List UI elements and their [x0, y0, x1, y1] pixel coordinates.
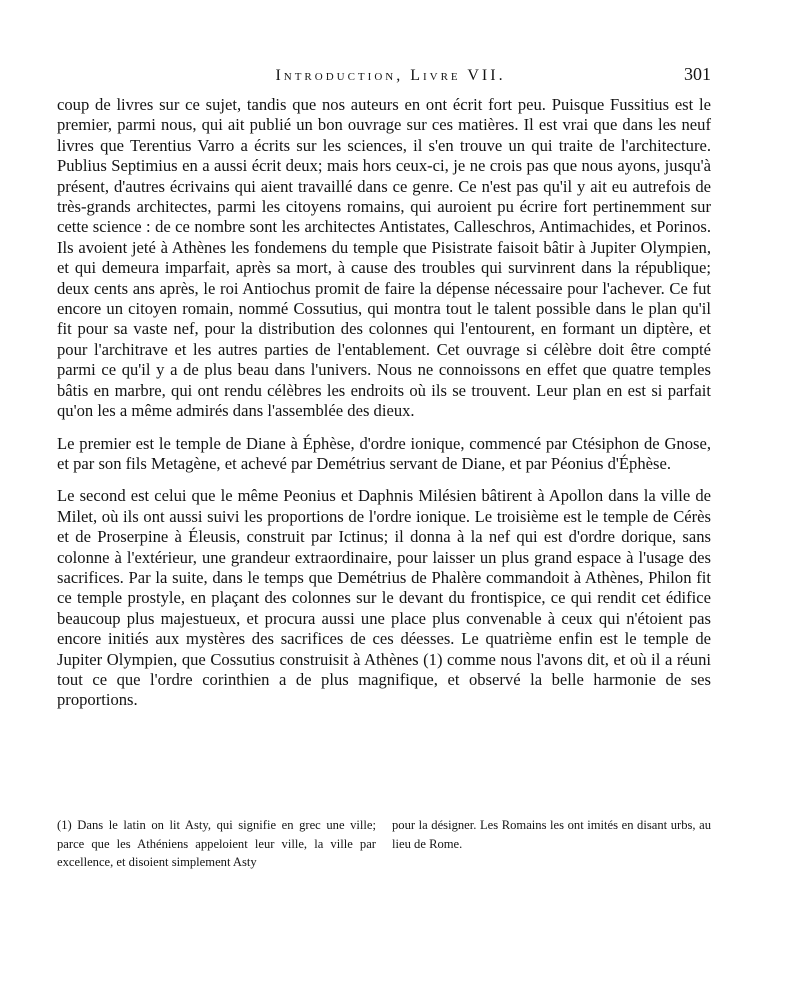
running-head	[57, 64, 711, 95]
footnote-1-part-1: (1) Dans le latin on lit Asty, qui signifie en grec une ville; parce que les Athéniens appeloient leur ville, la ville par excellence, et disoient simplement Asty	[57, 818, 376, 869]
footnotes	[57, 816, 711, 872]
main-text	[57, 95, 711, 711]
running-title: Introduction, Livre VII.	[275, 67, 506, 84]
page-number: 301	[684, 64, 711, 84]
paragraph-2: Le premier est le temple de Diane à Éphèse, d'ordre ionique, commencé par Ctésiphon de Gnose, et par son fils Metagène, et achevé par Demétrius servant de Diane, et par Péonius d'Éphèse.	[57, 433, 711, 473]
footnote-right-column	[392, 816, 711, 872]
paragraph-3: Le second est celui que le même Peonius et Daphnis Milésien bâtirent à Apollon dans la ville de Milet, où ils ont aussi suivi les proportions de l'ordre ionique. Le troisième est le temple de Cérès et de Proserpine à Éleusis, construit par Ictinus; il donna à la nef qui est d'ordre dorique, sans colonne à l'extérieur, une grandeur extraordinaire, pour laisser un plus grand espace à l'usage des sacrifices. Par la suite, dans le temps que Demétrius de Phalère commandoit à Athènes, Philon fit ce temple prostyle, en plaçant des colonnes sur le devant du frontispice, ce qui rendit cet édifice beaucoup plus majestueux, et procura aussi une place plus convenable à ceux qui n'étoient pas encore initiés aux mystères des sacrifices de ces déesses. Le quatrième enfin est le temple de Jupiter Olympien, que Cossutius construisit à Athènes (1) comme nous l'avons dit, et où il a réuni tout ce que l'ordre corinthien a de plus magnifique, et observé la belle harmonie de ses proportions.	[57, 486, 711, 710]
paragraph-1: coup de livres sur ce sujet, tandis que nos auteurs en ont écrit fort peu. Puisque Fussitius est le premier, parmi nous, qui ait publié un bon ouvrage sur ces matières. Il est vrai que dans les neuf livres que Terentius Varro a écrits sur les sciences, il s'en trouve un qui traite de l'architecture. Publius Septimius en a aussi écrit deux; mais hors ceux-ci, je ne crois pas que nous ayons, jusqu'à présent, d'autres écrivains qui aient travaillé dans ce genre. Ce n'est pas qu'il y ait eu autrefois de très-grands architectes, parmi les citoyens romains, qui auroient pu écrire fort pertinemment sur cette science : de ce nombre sont les architectes Antistates, Calleschros, Antimachides, et Porinos. Ils avoient jeté à Athènes les fondemens du temple que Pisistrate faisoit bâtir à Jupiter Olympien, et qui demeura imparfait, après sa mort, à cause des troubles qui survinrent dans la république; deux cents ans après, le roi Antiochus promit de faire la dépense nécessaire pour l'achever. Ce fut encore un citoyen romain, nommé Cossutius, qui montra tout le talent possible dans le plan qu'il fit pour sa vaste nef, pour la distribution des colonnes qui l'entourent, en formant un diptère, et pour l'architrave et les autres parties de l'entablement. Cet ouvrage si célèbre doit être compté parmi ce qu'il y a de plus beau dans l'univers. Nous ne connoissons en effet que quatre temples bâtis en marbre, qui ont rendu célèbres les endroits où ils se trouvent. Leur plan en est si parfait qu'on les a même admirés dans l'assemblée des dieux.	[57, 95, 711, 421]
footnote-1-part-2: pour la désigner. Les Romains les ont imités en disant urbs, au lieu de Rome.	[392, 818, 711, 851]
page-body	[57, 64, 711, 711]
footnote-left-column	[57, 816, 376, 872]
